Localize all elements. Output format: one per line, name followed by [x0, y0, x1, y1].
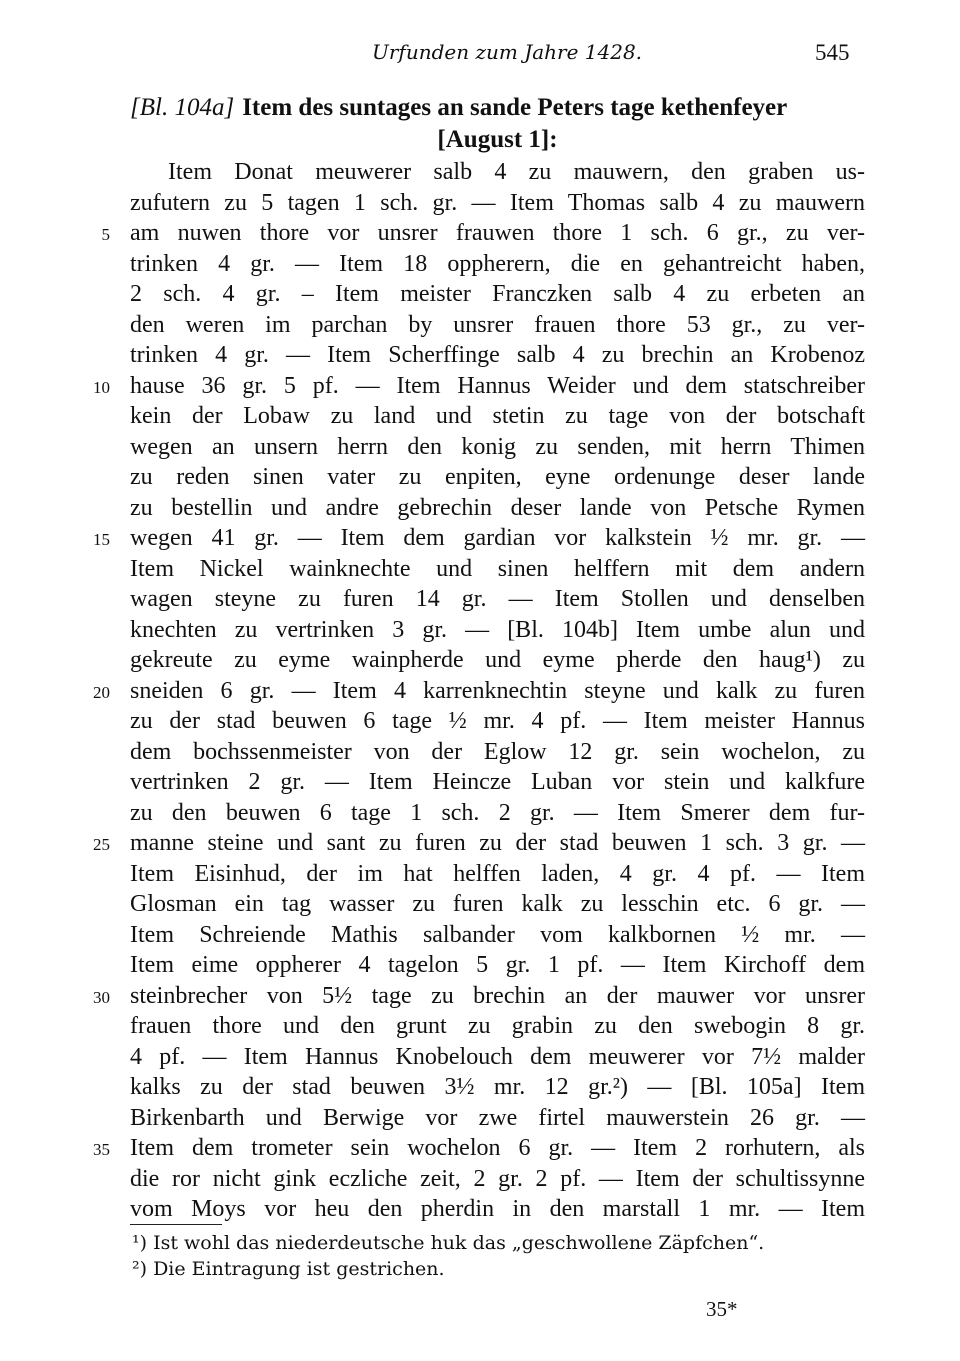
- text-line: [130, 920, 865, 951]
- sheet-signature: 35*: [706, 1297, 738, 1321]
- line-number: 25: [93, 835, 110, 854]
- text-line: [130, 706, 865, 737]
- line-number: 35: [93, 1140, 110, 1159]
- text-line: [130, 249, 865, 280]
- line-text: gekreute zu eyme wainpherde und eyme pherde den haug¹) zu: [130, 647, 865, 673]
- line-number: 5: [101, 225, 110, 244]
- line-text: 2 sch. 4 gr. – Item meister Franczken salb 4 zu erbeten an: [130, 281, 865, 307]
- text-line: [130, 188, 865, 219]
- line-text: hause 36 gr. 5 pf. — Item Hannus Weider und dem statschreiber: [130, 372, 865, 399]
- footnote-rule: [130, 1224, 222, 1225]
- text-line: [130, 157, 865, 188]
- text-line: [93, 676, 865, 707]
- text-line: [130, 310, 865, 341]
- text-line: [130, 584, 865, 615]
- heading-line-1: [130, 92, 865, 124]
- line-text: 4 pf. — Item Hannus Knobelouch dem meuwerer vor 7½ malder: [130, 1043, 865, 1070]
- line-text: wegen an unsern herrn den konig zu senden, mit herrn Thimen: [130, 433, 865, 460]
- text-line: [130, 1164, 865, 1195]
- text-line: [130, 1011, 865, 1042]
- line-text: zu der stad beuwen 6 tage ½ mr. 4 pf. — Item meister Hannus: [130, 708, 865, 734]
- footnote-1: ¹) Ist wohl das niederdeutsche huk das „geschwollene Zäpfchen“.: [132, 1232, 765, 1254]
- line-text: knechten zu vertrinken 3 gr. — [Bl. 104b] Item umbe alun und: [130, 616, 865, 643]
- text-line: [93, 981, 865, 1012]
- line-text: Item Nickel wainknechte und sinen helffern mit dem andern: [130, 555, 865, 582]
- entry-heading: [130, 92, 865, 156]
- text-line: [130, 1042, 865, 1073]
- text-line: [93, 1133, 865, 1164]
- text-line: [130, 859, 865, 890]
- line-text: zu bestellin und andre gebrechin deser lande von Petsche Rymen: [130, 494, 865, 521]
- text-line: [130, 1072, 865, 1103]
- line-text: wegen 41 gr. — Item dem gardian vor kalkstein ½ mr. gr. —: [130, 525, 865, 551]
- text-line: [130, 737, 865, 768]
- line-text: kein der Lobaw zu land und stetin zu tage von der botschaft: [130, 403, 865, 429]
- line-text: zufutern zu 5 tagen 1 sch. gr. — Item Thomas salb 4 zu mauwern: [130, 189, 865, 216]
- line-text: kalks zu der stad beuwen 3½ mr. 12 gr.²) — [Bl. 105a] Item: [130, 1074, 865, 1100]
- text-line: [130, 889, 865, 920]
- heading-date: [August 1]:: [437, 126, 558, 153]
- text-line: [130, 1103, 865, 1134]
- footnotes: [132, 1230, 862, 1282]
- line-text: die ror nicht gink eczliche zeit, 2 gr. 2 pf. — Item der schultissynne: [130, 1165, 865, 1192]
- line-text: vom Moys vor heu den pherdin in den marstall 1 mr. — Item: [130, 1196, 865, 1222]
- line-text: wagen steyne zu furen 14 gr. — Item Stollen und denselben: [130, 586, 865, 612]
- text-line: [130, 279, 865, 310]
- heading-title: Item des suntages an sande Peters tage kethenfeyer: [242, 94, 788, 121]
- text-line: [130, 1194, 865, 1225]
- text-line: [130, 798, 865, 829]
- line-text: am nuwen thore vor unsrer frauwen thore 1 sch. 6 gr., zu ver-: [130, 220, 865, 246]
- line-text: Item eime oppherer 4 tagelon 5 gr. 1 pf. — Item Kirchoff dem: [130, 952, 865, 978]
- line-number: 20: [93, 682, 110, 702]
- text-line: [93, 371, 865, 402]
- text-line: [130, 462, 865, 493]
- line-text: vertrinken 2 gr. — Item Heincze Luban vor stein und kalkfure: [130, 769, 865, 795]
- line-number: 10: [93, 377, 110, 397]
- text-line: [101, 218, 865, 249]
- text-line: [130, 493, 865, 524]
- folio-reference: [Bl. 104a]: [130, 94, 235, 121]
- text-line: [130, 340, 865, 371]
- line-text: steinbrecher von 5½ tage zu brechin an der mauwer vor unsrer: [130, 982, 865, 1009]
- line-text: zu den beuwen 6 tage 1 sch. 2 gr. — Item Smerer dem fur-: [130, 799, 865, 826]
- text-line: [93, 828, 865, 859]
- text-line: [130, 401, 865, 432]
- text-line: [130, 615, 865, 646]
- line-text: Glosman ein tag wasser zu furen kalk zu lesschin etc. 6 gr. —: [130, 891, 865, 917]
- text-line: [130, 645, 865, 676]
- line-text: zu reden sinen vater zu enpiten, eyne ordenunge deser lande: [130, 464, 865, 490]
- line-number: 30: [93, 987, 110, 1007]
- text-line: [130, 554, 865, 585]
- page-number: 545: [815, 40, 850, 65]
- running-head: [0, 40, 960, 74]
- running-title: Urfunden zum Jahre 1428.: [372, 40, 643, 64]
- line-text: Item dem trometer sein wochelon 6 gr. — Item 2 rorhutern, als: [130, 1135, 865, 1161]
- line-text: Item Donat meuwerer salb 4 zu mauwern, den graben us-: [168, 159, 865, 185]
- line-number: 15: [93, 530, 110, 549]
- line-text: Item Eisinhud, der im hat helffen laden, 4 gr. 4 pf. — Item: [130, 860, 865, 887]
- line-text: Birkenbarth und Berwige vor zwe firtel mauwerstein 26 gr. —: [130, 1104, 865, 1131]
- text-line: [130, 950, 865, 981]
- body-text: [93, 157, 865, 1225]
- line-text: trinken 4 gr. — Item Scherffinge salb 4 zu brechin an Krobenoz: [130, 342, 865, 368]
- text-line: [130, 432, 865, 463]
- text-line: [93, 523, 865, 554]
- line-text: den weren im parchan by unsrer frauen thore 53 gr., zu ver-: [130, 311, 865, 338]
- line-text: Item Schreiende Mathis salbander vom kalkbornen ½ mr. —: [130, 921, 865, 948]
- line-text: frauen thore und den grunt zu grabin zu den swebogin 8 gr.: [130, 1013, 865, 1039]
- footnote-2: ²) Die Eintragung ist gestrichen.: [132, 1258, 445, 1280]
- text-line: [130, 767, 865, 798]
- line-text: trinken 4 gr. — Item 18 oppherern, die en gehantreicht haben,: [130, 250, 865, 277]
- line-text: sneiden 6 gr. — Item 4 karrenknechtin steyne und kalk zu furen: [130, 677, 865, 704]
- line-text: dem bochssenmeister von der Eglow 12 gr. sein wochelon, zu: [130, 738, 865, 765]
- line-text: manne steine und sant zu furen zu der stad beuwen 1 sch. 3 gr. —: [130, 830, 865, 856]
